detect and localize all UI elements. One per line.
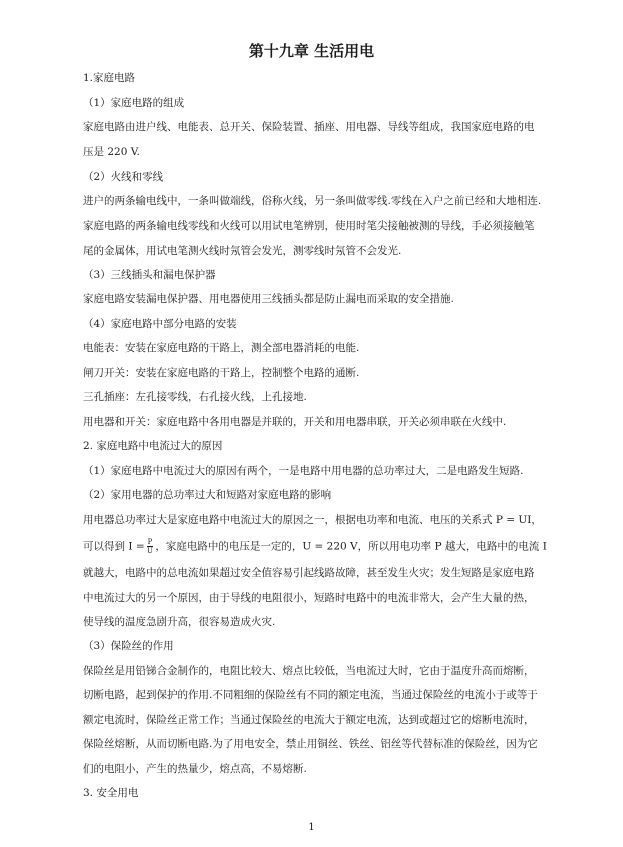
subsection-heading: （2）家用电器的总功率过大和短路对家庭电路的影响: [83, 489, 332, 501]
subsection-heading: （2）火线和零线: [83, 171, 164, 183]
formula-prefix: 可以得到 I =: [83, 540, 145, 553]
subsection-heading: （4）家庭电路中部分电路的安装: [83, 318, 237, 330]
paragraph-line: 切断电路，起到保护的作用.不同粗细的保险丝有不同的额定电流，当通过保险丝的电流小于或等于: [83, 689, 538, 701]
formula-line: [83, 538, 547, 555]
paragraph-line: 进户的两条输电线中，一条叫做端线，俗称火线，另一条叫做零线.零线在入户之前已经和大地相连.: [83, 195, 542, 207]
paragraph-line: 家庭电路由进户线、电能表、总开关、保险装置、插座、用电器、导线等组成，我国家庭电路的电: [83, 121, 535, 133]
paragraph-line: 家庭电路的两条输电线零线和火线可以用试电笔辨别，使用时笔尖接触被测的导线，手必须接触笔: [83, 220, 535, 232]
section-heading: 3. 安全用电: [83, 787, 139, 799]
fraction-p-over-u: [147, 538, 154, 555]
page-number: 1: [308, 822, 315, 833]
paragraph-line: 保险丝熔断，从而切断电路.为了用电安全，禁止用铜丝、铁丝、铝丝等代替标准的保险丝，因为它: [83, 738, 538, 750]
paragraph-line: 三孔插座：左孔接零线，右孔接火线，上孔接地.: [83, 391, 307, 403]
paragraph-line: 用电器和开关：家庭电路中各用电器是并联的，开关和用电器串联，开关必须串联在火线中.: [83, 416, 507, 428]
paragraph-line: 就越大，电路中的总电流如果超过安全值容易引起线路故障，甚至发生火灾；发生短路是家庭电路: [83, 567, 535, 579]
chapter-title: 第十九章 生活用电: [248, 42, 375, 60]
paragraph-line: 尾的金属体，用试电笔测火线时氖管会发光，测零线时氖管不会发光.: [83, 245, 402, 257]
paragraph-line: 家庭电路安装漏电保护器、用电器使用三线插头都是防止漏电而采取的安全措施.: [83, 293, 454, 305]
paragraph-line: 们的电阻小，产生的热量少，熔点高，不易熔断.: [83, 763, 307, 775]
paragraph-line: 中电流过大的另一个原因，由于导线的电阻很小，短路时电路中的电流非常大，会产生大量的热，: [83, 592, 535, 604]
subsection-heading: （1）家庭电路的组成: [83, 97, 185, 109]
paragraph-line: 用电器总功率过大是家庭电路中电流过大的原因之一，根据电功率和电流、电压的关系式 P = UI，: [83, 514, 542, 526]
paragraph-line: 电能表：安装在家庭电路的干路上，测全部电器消耗的电能.: [83, 342, 360, 354]
paragraph-line: 压是 220 V.: [83, 146, 140, 158]
formula-suffix: ，家庭电路中的电压是一定的，U = 220 V，所以用电功率 P 越大，电路中的电流 I: [155, 540, 547, 553]
paragraph-line: 使导线的温度急剧升高，很容易造成火灾.: [83, 616, 276, 628]
paragraph-line: 额定电流时，保险丝正常工作；当通过保险丝的电流大于额定电流，达到或超过它的熔断电流时，: [83, 714, 535, 726]
subsection-heading: （3）三线插头和漏电保护器: [83, 269, 216, 281]
paragraph-line: （1）家庭电路中电流过大的原因有两个，一是电路中用电器的总功率过大，二是电路发生短路.: [83, 465, 524, 477]
subsection-heading: （3）保险丝的作用: [83, 640, 174, 652]
paragraph-line: 保险丝是用铅锑合金制作的，电阻比较大、熔点比较低，当电流过大时，它由于温度升高而熔断，: [83, 665, 535, 677]
section-heading: 1.家庭电路: [83, 72, 136, 84]
paragraph-line: 闸刀开关：安装在家庭电路的干路上，控制整个电路的通断.: [83, 367, 360, 379]
section-heading: 2. 家庭电路中电流过大的原因: [83, 440, 223, 452]
fraction-denominator: U: [147, 547, 153, 555]
fraction-numerator: P: [147, 538, 153, 546]
